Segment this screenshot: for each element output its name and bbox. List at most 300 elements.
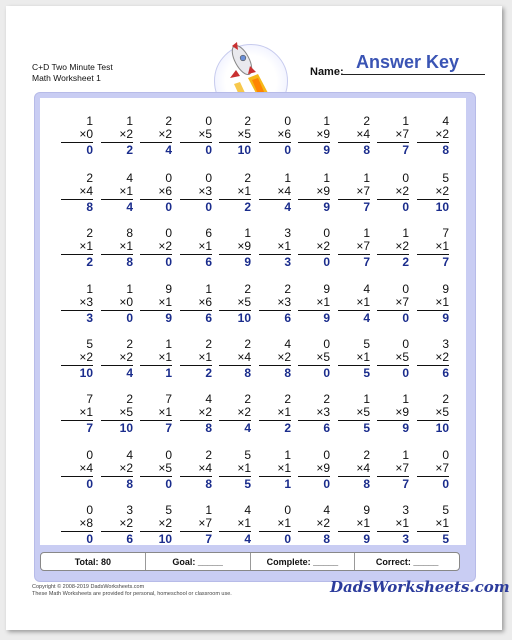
problem <box>413 227 449 269</box>
problem <box>215 227 251 269</box>
problem-top-number: 2 <box>86 226 93 240</box>
problem <box>97 172 133 214</box>
problem-multiplier: ×4 <box>356 461 370 475</box>
problem <box>334 227 370 269</box>
problem <box>176 449 212 491</box>
problem-multiplier: ×1 <box>198 239 212 253</box>
problem <box>294 393 330 435</box>
problem-answer: 7 <box>165 421 172 435</box>
problem-answer: 0 <box>323 255 330 269</box>
problem <box>97 504 133 546</box>
problem-multiplier: ×7 <box>198 516 212 530</box>
problem <box>136 504 172 546</box>
problem-top-number: 5 <box>442 503 449 517</box>
problem <box>97 227 133 269</box>
problem <box>334 172 370 214</box>
problem-answer: 2 <box>126 143 133 157</box>
problem-multiplier: ×5 <box>198 127 212 141</box>
problem-top-number: 2 <box>205 448 212 462</box>
problem <box>215 338 251 380</box>
problem-multiplier: ×1 <box>395 516 409 530</box>
problem-multiplier: ×2 <box>158 127 172 141</box>
problem-multiplier: ×8 <box>79 516 93 530</box>
problem-answer: 0 <box>402 366 409 380</box>
goal-cell: Goal: _____ <box>146 553 251 570</box>
problem-top-number: 2 <box>244 337 251 351</box>
problem-top-number: 0 <box>323 337 330 351</box>
problem-answer: 0 <box>86 477 93 491</box>
name-line <box>341 73 485 75</box>
problem-answer: 4 <box>126 366 133 380</box>
problem-top-number: 0 <box>284 503 291 517</box>
problem-top-number: 7 <box>86 392 93 406</box>
problem <box>57 115 93 157</box>
problem-top-number: 0 <box>205 171 212 185</box>
problem <box>373 172 409 214</box>
problem <box>373 504 409 546</box>
problem-multiplier: ×2 <box>158 516 172 530</box>
problem-answer: 10 <box>435 200 449 214</box>
worksheet-title <box>32 62 113 84</box>
problem <box>373 338 409 380</box>
problem-answer: 8 <box>284 366 291 380</box>
problem-multiplier: ×9 <box>237 239 251 253</box>
problem-multiplier: ×3 <box>277 295 291 309</box>
problem <box>294 172 330 214</box>
problem-top-number: 4 <box>205 392 212 406</box>
problem-multiplier: ×2 <box>119 461 133 475</box>
problem <box>255 115 291 157</box>
problem-answer: 10 <box>79 366 93 380</box>
problem <box>97 115 133 157</box>
problem-multiplier: ×1 <box>158 295 172 309</box>
problem <box>136 115 172 157</box>
problem-top-number: 4 <box>244 503 251 517</box>
problem-top-number: 5 <box>165 503 172 517</box>
problem <box>97 393 133 435</box>
problem <box>97 449 133 491</box>
problem-answer: 0 <box>284 143 291 157</box>
problem-top-number: 3 <box>126 503 133 517</box>
problem <box>255 504 291 546</box>
problem-multiplier: ×9 <box>316 184 330 198</box>
problem-multiplier: ×1 <box>237 184 251 198</box>
problem-top-number: 1 <box>402 114 409 128</box>
problem-multiplier: ×1 <box>435 239 449 253</box>
problem-multiplier: ×4 <box>237 350 251 364</box>
problem-answer: 0 <box>165 200 172 214</box>
problem-top-number: 2 <box>323 392 330 406</box>
problem-top-number: 8 <box>126 226 133 240</box>
problem-multiplier: ×2 <box>158 239 172 253</box>
problem-top-number: 5 <box>86 337 93 351</box>
problem <box>176 115 212 157</box>
problem <box>294 504 330 546</box>
problem-multiplier: ×2 <box>435 127 449 141</box>
problem-multiplier: ×1 <box>119 184 133 198</box>
problem-answer: 7 <box>363 200 370 214</box>
problem-multiplier: ×7 <box>395 295 409 309</box>
problem <box>373 449 409 491</box>
problem-top-number: 0 <box>323 448 330 462</box>
problem-top-number: 1 <box>363 171 370 185</box>
problem-top-number: 2 <box>244 171 251 185</box>
problem-answer: 9 <box>323 311 330 325</box>
problem-answer: 2 <box>284 421 291 435</box>
problem-multiplier: ×5 <box>158 461 172 475</box>
problem <box>136 449 172 491</box>
problem-multiplier: ×3 <box>316 405 330 419</box>
problem-multiplier: ×4 <box>79 461 93 475</box>
problem-top-number: 0 <box>284 114 291 128</box>
problem-top-number: 0 <box>402 282 409 296</box>
problem-top-number: 9 <box>165 282 172 296</box>
problem <box>255 172 291 214</box>
copyright-text <box>32 584 232 598</box>
problem-answer: 6 <box>442 366 449 380</box>
problem-answer: 2 <box>86 255 93 269</box>
problem <box>294 449 330 491</box>
problem-multiplier: ×6 <box>277 127 291 141</box>
problem-answer: 7 <box>402 477 409 491</box>
problem-top-number: 2 <box>126 337 133 351</box>
problem-multiplier: ×2 <box>198 405 212 419</box>
problem-top-number: 4 <box>442 114 449 128</box>
problem-answer: 4 <box>244 532 251 546</box>
problem <box>334 393 370 435</box>
problem-answer: 0 <box>205 200 212 214</box>
problem-multiplier: ×1 <box>198 350 212 364</box>
problem <box>294 115 330 157</box>
problem <box>215 283 251 325</box>
problem-answer: 6 <box>205 255 212 269</box>
problems-grid <box>40 98 466 545</box>
problem <box>136 227 172 269</box>
problem <box>373 393 409 435</box>
problem-answer: 0 <box>323 366 330 380</box>
problem-top-number: 2 <box>442 392 449 406</box>
problem-multiplier: ×2 <box>277 350 291 364</box>
problem-multiplier: ×2 <box>435 350 449 364</box>
problem-multiplier: ×3 <box>198 184 212 198</box>
problem-top-number: 9 <box>323 282 330 296</box>
problem-answer: 5 <box>363 421 370 435</box>
problem-top-number: 4 <box>323 503 330 517</box>
problem-top-number: 1 <box>363 392 370 406</box>
problem-top-number: 1 <box>126 114 133 128</box>
problem-answer: 8 <box>86 200 93 214</box>
problem-multiplier: ×1 <box>277 239 291 253</box>
problem-answer: 1 <box>165 366 172 380</box>
problem-multiplier: ×1 <box>356 516 370 530</box>
problem-multiplier: ×0 <box>79 127 93 141</box>
name-label: Name: <box>310 66 344 78</box>
title-line-1: C+D Two Minute Test <box>32 62 113 72</box>
problem-multiplier: ×7 <box>356 184 370 198</box>
problem-top-number: 2 <box>284 282 291 296</box>
problem <box>413 283 449 325</box>
problem-answer: 2 <box>402 255 409 269</box>
problem-top-number: 2 <box>244 392 251 406</box>
problem-answer: 0 <box>205 143 212 157</box>
problem-answer: 0 <box>323 477 330 491</box>
problem-answer: 0 <box>442 477 449 491</box>
problem-top-number: 4 <box>126 171 133 185</box>
problem-answer: 8 <box>244 366 251 380</box>
problem <box>334 504 370 546</box>
problem-answer: 0 <box>284 532 291 546</box>
problem-answer: 8 <box>442 143 449 157</box>
problem <box>57 338 93 380</box>
problem <box>136 283 172 325</box>
problem <box>176 172 212 214</box>
problem-answer: 6 <box>284 311 291 325</box>
problem <box>136 338 172 380</box>
problem-answer: 10 <box>237 311 251 325</box>
problem-top-number: 2 <box>165 114 172 128</box>
problem-multiplier: ×5 <box>119 405 133 419</box>
problem-answer: 4 <box>244 421 251 435</box>
problem-answer: 8 <box>205 421 212 435</box>
problem-multiplier: ×1 <box>316 295 330 309</box>
problem-answer: 4 <box>126 200 133 214</box>
problem-top-number: 1 <box>402 392 409 406</box>
problem <box>334 115 370 157</box>
problem-answer: 6 <box>205 311 212 325</box>
problem-multiplier: ×2 <box>119 516 133 530</box>
problem-multiplier: ×4 <box>79 184 93 198</box>
problem-multiplier: ×0 <box>119 295 133 309</box>
problem <box>176 227 212 269</box>
problem-multiplier: ×2 <box>316 516 330 530</box>
problem-top-number: 4 <box>284 337 291 351</box>
problem-top-number: 0 <box>165 448 172 462</box>
problem-multiplier: ×1 <box>158 350 172 364</box>
problem-multiplier: ×1 <box>237 461 251 475</box>
problem-top-number: 0 <box>165 171 172 185</box>
problem-answer: 9 <box>244 255 251 269</box>
problem-answer: 0 <box>165 255 172 269</box>
problem-top-number: 0 <box>402 171 409 185</box>
problem-top-number: 1 <box>244 226 251 240</box>
problem-answer: 10 <box>237 143 251 157</box>
problem-multiplier: ×1 <box>237 516 251 530</box>
problem-multiplier: ×2 <box>119 127 133 141</box>
problem-answer: 1 <box>284 477 291 491</box>
problem-top-number: 9 <box>363 503 370 517</box>
problem-answer: 7 <box>363 255 370 269</box>
problem-answer: 9 <box>323 143 330 157</box>
problem-answer: 3 <box>402 532 409 546</box>
problem-multiplier: ×2 <box>395 239 409 253</box>
problem-answer: 10 <box>435 421 449 435</box>
problem-answer: 9 <box>402 421 409 435</box>
problem-top-number: 0 <box>402 337 409 351</box>
problem <box>176 283 212 325</box>
problem-multiplier: ×4 <box>277 184 291 198</box>
problem-multiplier: ×2 <box>79 350 93 364</box>
problem-answer: 4 <box>284 200 291 214</box>
problem-multiplier: ×5 <box>395 350 409 364</box>
problem-multiplier: ×7 <box>435 461 449 475</box>
problem-top-number: 9 <box>442 282 449 296</box>
problem <box>136 172 172 214</box>
problem <box>294 283 330 325</box>
problem-top-number: 5 <box>244 448 251 462</box>
problem <box>334 449 370 491</box>
problem <box>97 338 133 380</box>
problem-multiplier: ×9 <box>395 405 409 419</box>
problem <box>215 393 251 435</box>
problem-multiplier: ×1 <box>79 239 93 253</box>
problem-answer: 0 <box>402 311 409 325</box>
correct-cell: Correct: _____ <box>375 556 439 567</box>
problem-answer: 5 <box>442 532 449 546</box>
problem <box>215 504 251 546</box>
problem-top-number: 3 <box>284 226 291 240</box>
problem-top-number: 1 <box>402 226 409 240</box>
title-line-2: Math Worksheet 1 <box>32 73 101 83</box>
problem <box>413 115 449 157</box>
problem-top-number: 1 <box>86 282 93 296</box>
problem-top-number: 1 <box>284 171 291 185</box>
problem-answer: 8 <box>126 477 133 491</box>
problem-top-number: 0 <box>442 448 449 462</box>
problem-multiplier: ×7 <box>395 127 409 141</box>
problem-answer: 8 <box>363 143 370 157</box>
problem-answer: 3 <box>86 311 93 325</box>
problem-multiplier: ×1 <box>277 516 291 530</box>
problem <box>255 227 291 269</box>
problem-multiplier: ×5 <box>237 127 251 141</box>
problem-multiplier: ×5 <box>356 405 370 419</box>
problem-answer: 2 <box>244 200 251 214</box>
problem-answer: 6 <box>323 421 330 435</box>
problem-top-number: 4 <box>363 282 370 296</box>
problem-answer: 8 <box>126 255 133 269</box>
problem-multiplier: ×5 <box>316 350 330 364</box>
problem-top-number: 1 <box>205 282 212 296</box>
problem-multiplier: ×5 <box>435 405 449 419</box>
problem-answer: 7 <box>86 421 93 435</box>
problem <box>57 283 93 325</box>
problem-top-number: 2 <box>363 114 370 128</box>
problem-top-number: 0 <box>86 503 93 517</box>
problem-answer: 6 <box>126 532 133 546</box>
answer-key-label: Answer Key <box>355 52 460 72</box>
problem-answer: 10 <box>158 532 172 546</box>
problem-top-number: 3 <box>402 503 409 517</box>
problem-answer: 0 <box>402 200 409 214</box>
problem-top-number: 2 <box>244 282 251 296</box>
problem <box>294 227 330 269</box>
problem <box>255 283 291 325</box>
problem-top-number: 0 <box>86 448 93 462</box>
problem-answer: 5 <box>244 477 251 491</box>
brand-logo: DadsWorksheets.com <box>330 578 510 596</box>
problem <box>97 283 133 325</box>
copyright-line-2: These Math Worksheets are provided for personal, homeschool or classroom use. <box>32 591 232 597</box>
problem-answer: 10 <box>119 421 133 435</box>
problem-multiplier: ×7 <box>356 239 370 253</box>
problem-answer: 0 <box>86 143 93 157</box>
problem <box>57 172 93 214</box>
problem <box>255 338 291 380</box>
copyright-line-1: Copyright © 2008-2019 DadsWorksheets.com <box>32 584 145 590</box>
problem-top-number: 7 <box>165 392 172 406</box>
problem-top-number: 2 <box>126 392 133 406</box>
problem-top-number: 1 <box>363 226 370 240</box>
problem-answer: 0 <box>165 477 172 491</box>
problem <box>57 227 93 269</box>
problem-top-number: 4 <box>126 448 133 462</box>
problem <box>136 393 172 435</box>
problem-answer: 8 <box>205 477 212 491</box>
problem-top-number: 1 <box>402 448 409 462</box>
problem-multiplier: ×3 <box>79 295 93 309</box>
problem-multiplier: ×1 <box>435 295 449 309</box>
problem-answer: 2 <box>205 366 212 380</box>
problem-multiplier: ×7 <box>395 461 409 475</box>
problem-multiplier: ×1 <box>356 350 370 364</box>
problem-answer: 4 <box>363 311 370 325</box>
problem <box>413 172 449 214</box>
problem <box>176 338 212 380</box>
problem-top-number: 2 <box>363 448 370 462</box>
problem <box>413 393 449 435</box>
problem <box>215 449 251 491</box>
problem-answer: 8 <box>323 532 330 546</box>
problem <box>334 338 370 380</box>
problem <box>373 115 409 157</box>
problem-multiplier: ×6 <box>198 295 212 309</box>
problem <box>334 283 370 325</box>
problem-multiplier: ×1 <box>277 405 291 419</box>
problem-multiplier: ×4 <box>356 127 370 141</box>
problem-top-number: 7 <box>442 226 449 240</box>
problem <box>373 227 409 269</box>
problem-answer: 7 <box>442 255 449 269</box>
problem-top-number: 6 <box>205 226 212 240</box>
problem-answer: 9 <box>363 532 370 546</box>
problem <box>215 115 251 157</box>
problem-multiplier: ×9 <box>316 461 330 475</box>
problem-multiplier: ×5 <box>237 295 251 309</box>
problem-top-number: 1 <box>165 337 172 351</box>
problem-top-number: 2 <box>244 114 251 128</box>
problem-multiplier: ×2 <box>395 184 409 198</box>
problem-answer: 5 <box>363 366 370 380</box>
problem-multiplier: ×1 <box>356 295 370 309</box>
problem-top-number: 2 <box>205 337 212 351</box>
total-cell: Total: 80 <box>41 553 146 570</box>
score-bar <box>40 552 460 571</box>
problem <box>57 449 93 491</box>
problem-top-number: 2 <box>86 171 93 185</box>
problem-top-number: 0 <box>205 114 212 128</box>
problem-top-number: 0 <box>165 226 172 240</box>
problem <box>176 504 212 546</box>
problem-answer: 0 <box>86 532 93 546</box>
problem-answer: 9 <box>323 200 330 214</box>
problem-top-number: 1 <box>323 114 330 128</box>
problem-top-number: 1 <box>126 282 133 296</box>
problem-top-number: 0 <box>323 226 330 240</box>
problem <box>57 504 93 546</box>
problem-multiplier: ×2 <box>119 350 133 364</box>
problem-multiplier: ×1 <box>79 405 93 419</box>
problem <box>413 504 449 546</box>
